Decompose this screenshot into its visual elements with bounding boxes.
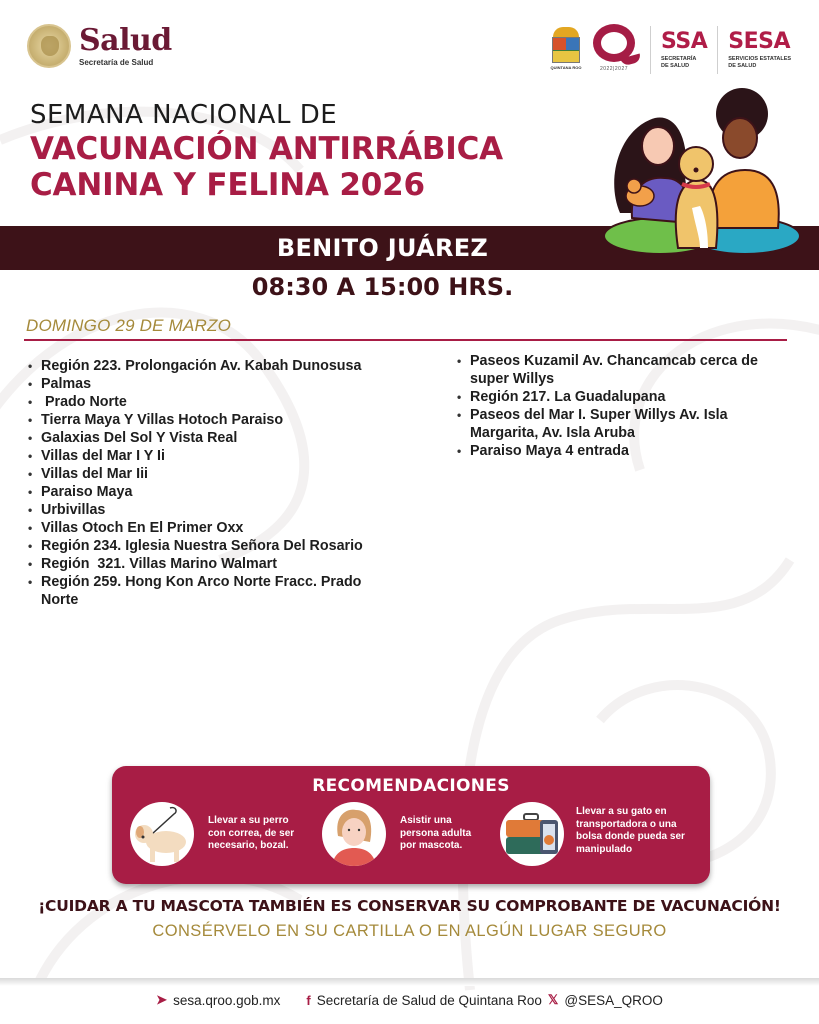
- salud-logo-title: Salud: [79, 22, 172, 58]
- q-logo-years: 2022|2027: [599, 66, 629, 72]
- recommendations-card: [112, 766, 710, 884]
- campaign-title: [30, 99, 503, 203]
- recommendation-text: Llevar a su gato en transportadora o una bolsa donde pueda ser manipulado: [576, 806, 685, 855]
- website-link[interactable]: sesa.qroo.gob.mx: [173, 992, 281, 1008]
- q-logo-icon: [588, 24, 640, 76]
- logo-divider: [650, 26, 651, 74]
- slogan: ¡CUIDAR A TU MASCOTA TAMBIÉN ES CONSERVAR SU COMPROBANTE DE VACUNACIÓN!: [38, 897, 781, 915]
- recommendation-item: [500, 796, 686, 866]
- location-item: • Villas del Mar Iii: [26, 465, 376, 483]
- recommendation-text: Asistir una persona adulta por mascota.: [400, 815, 472, 852]
- x-twitter-icon: 𝕏: [547, 992, 559, 1007]
- sesa-logo-subtitle-2: DE SALUD: [728, 62, 757, 69]
- mexico-seal-icon: [27, 24, 71, 68]
- location-item: • Paraiso Maya: [26, 483, 376, 501]
- sesa-logo: [728, 31, 791, 69]
- title-line-2: VACUNACIÓN ANTIRRÁBICA: [30, 131, 503, 167]
- schedule-hours: 08:30 A 15:00 HRS.: [251, 273, 514, 301]
- location-item: • Palmas: [26, 375, 376, 393]
- location-item: • Galaxias Del Sol Y Vista Real: [26, 429, 376, 447]
- x-twitter-link[interactable]: @SESA_QROO: [564, 992, 663, 1008]
- location-item: • Tierra Maya Y Villas Hotoch Paraiso: [26, 411, 376, 429]
- recommendation-item: [130, 802, 306, 866]
- location-item: • Región 234. Iglesia Nuestra Señora Del Rosario: [26, 537, 376, 555]
- title-line-1: SEMANA NACIONAL DE: [30, 100, 338, 130]
- municipality-name: BENITO JUÁREZ: [276, 234, 489, 262]
- event-date: DOMINGO 29 DE MARZO: [26, 316, 231, 335]
- cat-carrier-icon: [500, 802, 564, 866]
- location-item: • Región 321. Villas Marino Walmart: [26, 555, 376, 573]
- date-divider: [24, 339, 787, 341]
- locations-list-left: [26, 357, 376, 609]
- recommendations-title: RECOMENDACIONES: [312, 776, 510, 796]
- cursor-icon: ➤: [156, 992, 168, 1007]
- location-item: • Villas del Mar I Y Ii: [26, 447, 376, 465]
- location-item: • Paseos del Mar I. Super Willys Av. Isla Margarita, Av. Isla Aruba: [455, 406, 785, 442]
- recommendation-item: [322, 802, 472, 866]
- location-item: • Región 217. La Guadalupana: [455, 388, 785, 406]
- salud-logo: [27, 24, 172, 68]
- location-item: • Urbivillas: [26, 501, 376, 519]
- location-item: • Prado Norte: [26, 393, 376, 411]
- adult-person-icon: [322, 802, 386, 866]
- location-item: • Paraiso Maya 4 entrada: [455, 442, 785, 460]
- recommendation-text: Llevar a su perro con correa, de ser necesario, bozal.: [208, 815, 295, 852]
- footer-divider: [0, 978, 819, 986]
- facebook-link[interactable]: Secretaría de Salud de Quintana Roo: [316, 992, 542, 1008]
- salud-logo-subtitle: Secretaría de Salud: [79, 57, 154, 67]
- quintana-roo-label: QUINTANA ROO: [550, 65, 582, 70]
- footer: [0, 992, 819, 1008]
- title-line-3: CANINA Y FELINA 2026: [30, 167, 425, 203]
- location-item: • Villas Otoch En El Primer Oxx: [26, 519, 376, 537]
- dog-on-leash-icon: [130, 802, 194, 866]
- ssa-logo: [661, 31, 707, 69]
- facebook-icon: f: [306, 992, 311, 1008]
- family-with-pets-illustration: [600, 88, 800, 258]
- location-item: • Paseos Kuzamil Av. Chancamcab cerca de super Willys: [455, 352, 785, 388]
- locations-list-right: [455, 352, 785, 460]
- partner-logos: [550, 24, 791, 76]
- quintana-roo-shield-icon: [550, 27, 582, 73]
- location-item: • Región 259. Hong Kon Arco Norte Fracc. Prado Norte: [26, 573, 376, 609]
- location-item: • Región 223. Prolongación Av. Kabah Dunosusa: [26, 357, 376, 375]
- sesa-logo-subtitle-1: SERVICIOS ESTATALES: [728, 56, 792, 63]
- sesa-logo-title: SESA: [728, 29, 790, 55]
- logo-divider: [717, 26, 718, 74]
- ssa-logo-subtitle-2: DE SALUD: [661, 62, 690, 69]
- slogan-subtitle: CONSÉRVELO EN SU CARTILLA O EN ALGÚN LUGAR SEGURO: [152, 922, 667, 940]
- ssa-logo-title: SSA: [661, 29, 708, 55]
- ssa-logo-subtitle-1: SECRETARÍA: [661, 56, 697, 63]
